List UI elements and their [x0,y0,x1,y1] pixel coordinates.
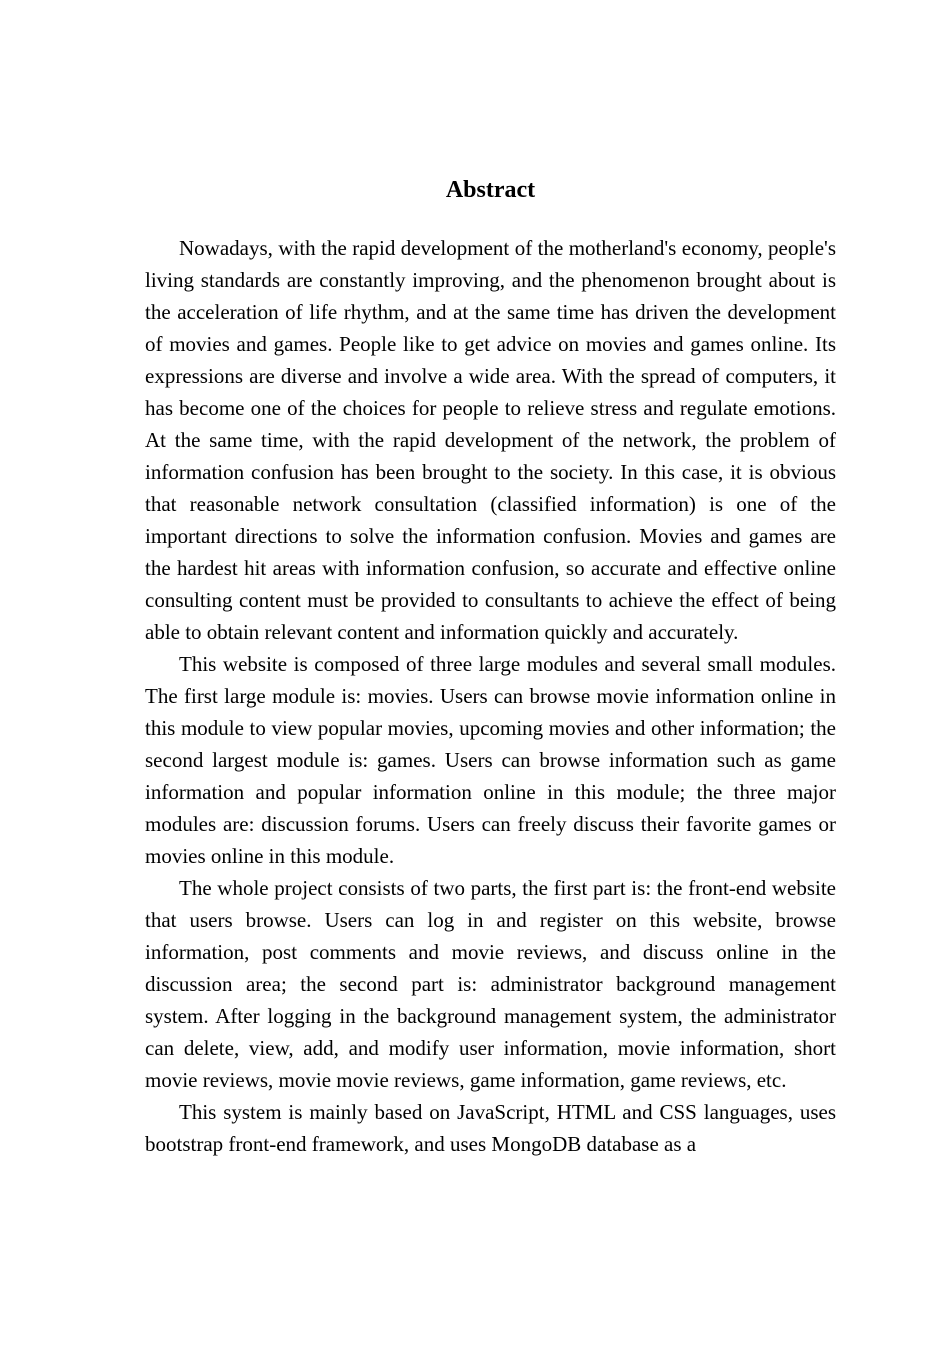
abstract-title: Abstract [445,177,536,203]
paragraph-intro: Nowadays, with the rapid development of the motherland's economy, people's living standards are constantly improving, and the phenomenon brought about is the acceleration of life rhythm, and at the same time has driven the development of movies and games. People like to get advice on movies and games online. Its expressions are diverse and involve a wide area. With the spread of computers, it has become one of the choices for people to relieve stress and regulate emotions. At the same time, with the rapid development of the network, the problem of information confusion has been brought to the society. In this case, it is obvious that reasonable network consultation (classified information) is one of the important directions to solve the information confusion. Movies and games are the hardest hit areas with information confusion, so accurate and effective online consulting content must be provided to consultants to achieve the effect of being able to obtain relevant content and information quickly and accurately. [145,236,836,644]
paragraph-project-parts: The whole project consists of two parts, the first part is: the front-end website that users browse. Users can log in and register on this website, browse information, post comments and movie reviews, and discuss online in the discussion area; the second part is: administrator background management system. After logging in the background management system, the administrator can delete, view, add, and modify user information, movie information, short movie reviews, movie movie reviews, game information, game reviews, etc. [145,876,836,1092]
paragraph-technology: This system is mainly based on JavaScript, HTML and CSS languages, uses bootstrap front-end framework, and uses MongoDB database as a [145,1100,836,1156]
abstract-body [145,232,836,1160]
paragraph-modules: This website is composed of three large modules and several small modules. The first large module is: movies. Users can browse movie information online in this module to view popular movies, upcoming movies and other information; the second largest module is: games. Users can browse information such as game information and popular information online in this module; the three major modules are: discussion forums. Users can freely discuss their favorite games or movies online in this module. [145,652,836,868]
